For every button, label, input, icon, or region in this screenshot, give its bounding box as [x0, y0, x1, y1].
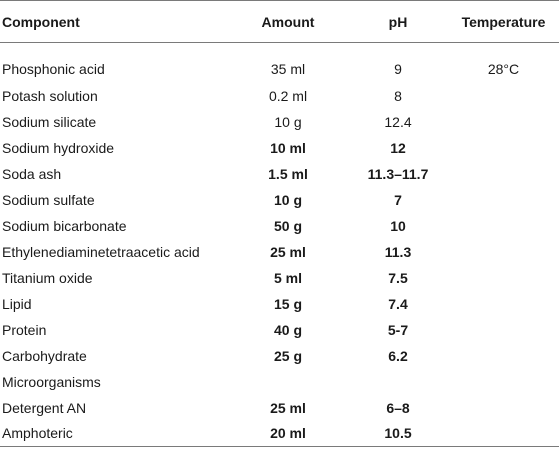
cell-component: Sodium silicate: [2, 113, 97, 130]
cell-ph: 7.5: [388, 269, 408, 286]
cell-amount: 50 g: [273, 217, 302, 234]
cell-amount: 40 g: [273, 321, 302, 338]
header-ph: pH: [348, 1, 448, 43]
cell-amount: 5 ml: [273, 269, 302, 286]
cell-temperature: [448, 421, 559, 447]
table-row: [0, 135, 559, 161]
cell-amount: 15 g: [273, 295, 302, 312]
cell-temperature: [448, 369, 559, 395]
cell-ph: [348, 369, 448, 395]
cell-ph: 7: [394, 191, 402, 208]
cell-amount: 35 ml: [270, 60, 306, 77]
table-row: [0, 43, 559, 83]
cell-ph: 11.3–11.7: [367, 165, 429, 182]
cell-ph: 10: [390, 217, 406, 234]
cell-temperature: [448, 187, 559, 213]
cell-temperature: [448, 135, 559, 161]
cell-ph: 5-7: [387, 321, 409, 338]
cell-temperature: [448, 395, 559, 421]
table-row: [0, 291, 559, 317]
cell-temperature: 28°C: [487, 60, 520, 77]
table-row: [0, 83, 559, 109]
cell-component: Sodium bicarbonate: [2, 217, 127, 234]
cell-ph: 6.2: [388, 347, 408, 364]
cell-amount: 25 g: [273, 347, 302, 364]
header-amount: Amount: [228, 1, 348, 43]
header-temperature: Temperature: [448, 1, 559, 43]
cell-temperature: [448, 213, 559, 239]
cell-component: Titanium oxide: [2, 269, 93, 286]
cell-component: Sodium sulfate: [2, 191, 95, 208]
table-row: [0, 369, 559, 395]
cell-component: Protein: [2, 321, 47, 338]
table-row: [0, 109, 559, 135]
cell-amount: 10 g: [274, 113, 302, 130]
header-component: Component: [0, 1, 228, 43]
table-row: [0, 161, 559, 187]
table-row: [0, 187, 559, 213]
cell-temperature: [448, 161, 559, 187]
cell-amount: 20 ml: [228, 421, 348, 447]
table-row: [0, 265, 559, 291]
cell-amount: 1.5 ml: [268, 165, 308, 182]
cell-component: Amphoteric: [0, 421, 228, 447]
cell-temperature: [448, 317, 559, 343]
table-row: [0, 317, 559, 343]
cell-ph: 8: [394, 87, 402, 104]
cell-amount: 25 ml: [270, 243, 306, 260]
cell-temperature: [448, 343, 559, 369]
cell-temperature: [448, 83, 559, 109]
table-row: [0, 213, 559, 239]
cell-ph: 7.4: [388, 295, 408, 312]
cell-amount: [228, 369, 348, 395]
cell-temperature: [448, 265, 559, 291]
header-row: [0, 1, 559, 43]
cell-ph: 12.4: [384, 113, 412, 130]
cell-ph: 6–8: [386, 399, 410, 416]
cell-component: Detergent AN: [2, 399, 87, 416]
cell-component: Sodium hydroxide: [2, 139, 115, 156]
cell-temperature: [448, 239, 559, 265]
cell-ph: 9: [394, 60, 402, 77]
cell-component: Potash solution: [2, 87, 98, 104]
cell-component: Soda ash: [2, 165, 62, 182]
cell-amount: 25 ml: [270, 399, 306, 416]
table-row: [0, 343, 559, 369]
cell-component: Phosphonic acid: [2, 60, 105, 77]
cell-component: Ethylenediaminetetraacetic acid: [2, 243, 200, 260]
table-header: [0, 1, 559, 43]
cell-component: Microorganisms: [2, 373, 101, 390]
cell-temperature: [448, 109, 559, 135]
cell-amount: 0.2 ml: [268, 87, 308, 104]
table-row: [0, 239, 559, 265]
table-row: [0, 421, 559, 447]
table-row: [0, 395, 559, 421]
cell-ph: 11.3: [384, 243, 412, 260]
table-body: [0, 43, 559, 447]
cell-temperature: [448, 291, 559, 317]
cell-ph: 12: [390, 139, 406, 156]
cell-component: Lipid: [2, 295, 32, 312]
cell-ph: 10.5: [348, 421, 448, 447]
cell-amount: 10 ml: [270, 139, 306, 156]
cell-component: Carbohydrate: [2, 347, 87, 364]
cell-amount: 10 g: [273, 191, 302, 208]
